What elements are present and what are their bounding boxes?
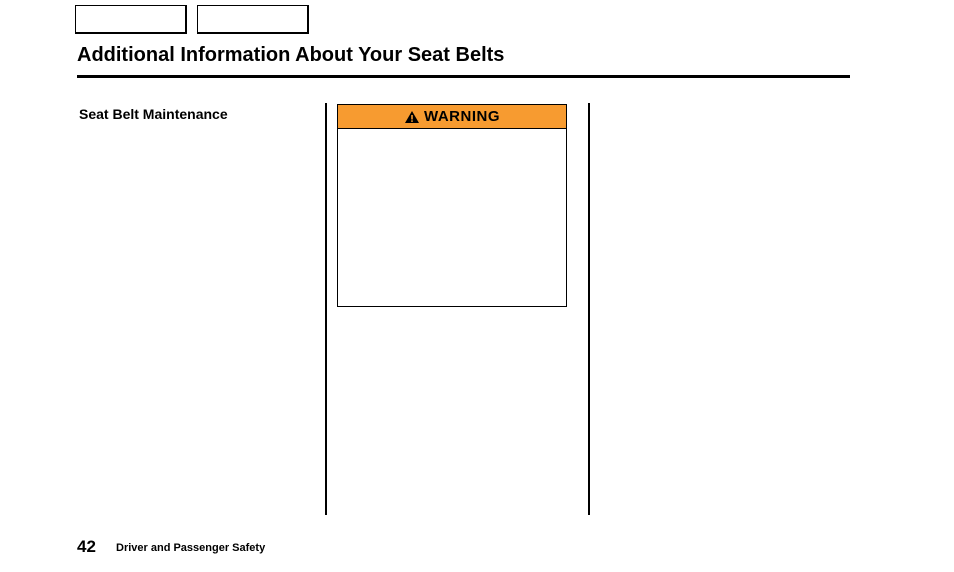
warning-triangle-icon bbox=[404, 110, 420, 124]
warning-header bbox=[338, 105, 566, 129]
warning-body bbox=[338, 129, 566, 307]
page-title: Additional Information About Your Seat Belts bbox=[77, 44, 505, 66]
title-divider bbox=[77, 75, 850, 78]
column-divider-right bbox=[588, 103, 590, 515]
page-number: 42 bbox=[77, 537, 96, 556]
footer-section-name: Driver and Passenger Safety bbox=[116, 542, 266, 554]
warning-box bbox=[337, 104, 567, 307]
nav-button-previous[interactable] bbox=[75, 5, 187, 34]
nav-button-next[interactable] bbox=[197, 5, 309, 34]
section-heading: Seat Belt Maintenance bbox=[79, 106, 228, 122]
warning-label: WARNING bbox=[424, 108, 500, 125]
column-divider-left bbox=[325, 103, 327, 515]
